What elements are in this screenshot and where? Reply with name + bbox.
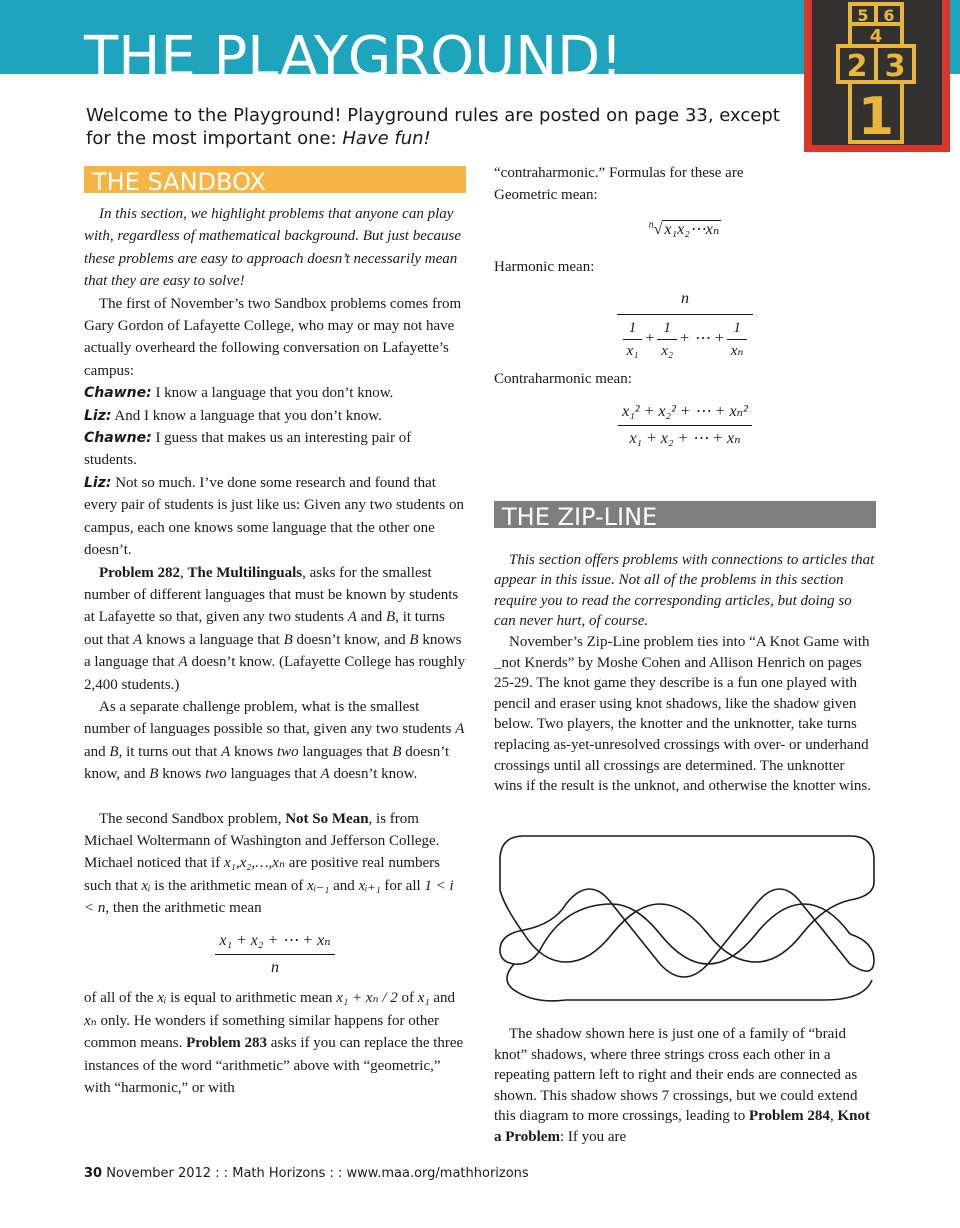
speaker-name: Liz:	[84, 474, 112, 491]
text-run: , it turns out that	[84, 609, 445, 648]
sub-fraction	[657, 319, 677, 360]
text-run: of	[397, 990, 418, 1007]
dialogue-line	[84, 427, 466, 472]
text-run: knows	[230, 743, 277, 760]
fraction	[617, 288, 754, 360]
text-run: and	[429, 990, 455, 1007]
var-b: B	[392, 743, 402, 760]
math-xi-plus-1: xᵢ₊₁	[358, 877, 381, 894]
sandbox-column	[84, 166, 466, 1099]
plus-sign: +	[644, 330, 656, 348]
text-run: asks if you can replace the three instances of the word “arithmetic” above with “geometric,” with “harmonic,” or with	[84, 1035, 464, 1097]
sub-num: 1	[657, 319, 677, 340]
text-run: , then the arithmetic mean	[105, 900, 262, 917]
fraction-denominator: n	[271, 959, 279, 976]
text-run: languages that	[298, 743, 393, 760]
text-run: The shadow shown here is just one of a family of “braid knot” shadows, where three strings cross each other in a repeating pattern left to right and their ends are connected as shown. This shadow shows 7 crossings, but we could extend this diagram to more crossings, leading to	[494, 1026, 858, 1125]
harmonic-mean-label: Harmonic mean:	[494, 258, 595, 275]
speaker-name: Liz:	[84, 407, 112, 424]
dialogue-line	[84, 405, 466, 427]
dialogue-text: I guess that makes us an interesting pair of students.	[84, 430, 412, 469]
fraction-numerator: n	[617, 288, 754, 315]
spacer	[494, 459, 876, 501]
math-sequence: x₁,x₂,…,xₙ	[223, 855, 286, 872]
sub-den: xₙ	[730, 343, 744, 360]
dialogue-line	[84, 472, 466, 562]
problem-282-label: Problem 282	[99, 564, 180, 581]
text-run: As a separate challenge problem, what is the smallest number of languages possible so that, given any two students	[84, 698, 456, 738]
problem-282-name: The Multilinguals	[187, 564, 303, 581]
text-run: doesn’t know, and	[292, 631, 410, 648]
text-run: doesn’t know.	[329, 766, 418, 783]
var-b: B	[409, 631, 419, 648]
text-run: only. He wonders if something similar happens for other common means.	[84, 1012, 440, 1052]
zipline-column-bottom	[494, 1024, 876, 1148]
hop-number-2: 2	[846, 49, 868, 84]
text-run: knows	[158, 766, 206, 783]
not-so-mean-paragraph	[84, 808, 466, 920]
fraction-denominator: x₁ + x₂ + ⋯ + xₙ	[629, 430, 741, 448]
braid-knot-shadow	[494, 830, 878, 1006]
zipline-intro: This section offers problems with connections to articles that appear in this issue. Not all of the problems in this section require you to read the corresponding articles, but doing so can never hurt, of course.	[494, 551, 875, 630]
hop-number-3: 3	[884, 49, 906, 84]
contraharmonic-mean-formula	[494, 401, 876, 451]
hop-number-5: 5	[857, 6, 869, 25]
fraction	[618, 401, 752, 451]
geometric-mean-label: Geometric mean:	[494, 187, 598, 204]
text-run: are positive real numbers such that	[84, 855, 440, 894]
contraharmonic-continuation: “contraharmonic.” Formulas for these are	[494, 165, 744, 181]
sandbox-heading: THE SANDBOX	[84, 166, 466, 193]
sub-num: 1	[727, 319, 748, 340]
knot-strand-down	[500, 904, 850, 964]
text-run: and	[84, 743, 110, 760]
zipline-paragraph-2	[494, 1024, 876, 1148]
intro-main: Welcome to the Playground! Playground rules are posted on page 33, except for the most important one:	[86, 105, 780, 149]
dialogue-line	[84, 382, 466, 404]
knot-bottom-loop	[507, 964, 872, 1001]
hopscotch-image	[812, 0, 942, 145]
plus-dots: + ⋯ +	[679, 330, 725, 348]
text-run: is equal to arithmetic mean	[166, 990, 337, 1007]
math-xn: xₙ	[84, 1012, 97, 1029]
problem-name-not-so-mean: Not So Mean	[285, 810, 369, 827]
fraction	[215, 930, 334, 980]
page-title: THE PLAYGROUND!	[84, 25, 623, 90]
zipline-paragraph-1: November’s Zip-Line problem ties into “A Knot Game with _not Knerds” by Moshe Cohen and Allison Henrich on pages 25-29. The knot game they describe is a fun one played with pencil and eraser using knot shadows, like the shadow given below. Two players, the knotter and the unknotter, take turns replacing as-yet-unresolved crossings with over- or underhand crossings until all crossings are determined. The unknotter wins if the result is the unknot, and otherwise the knotter wins.	[494, 633, 872, 795]
math-xi: xᵢ	[141, 877, 151, 894]
separator: ,	[829, 1108, 838, 1125]
var-a: A	[133, 631, 143, 648]
math-x1: x₁	[417, 990, 430, 1007]
text-run: and	[356, 609, 387, 626]
text-run: , is from Michael Woltermann of Washington and Jefferson College. Michael noticed that if	[84, 810, 440, 872]
text-run: for all	[380, 877, 425, 894]
hop-number-4: 4	[869, 26, 883, 47]
separator: ,	[179, 564, 188, 581]
text-run: : If you are	[559, 1128, 627, 1145]
var-b: B	[109, 743, 119, 760]
var-b: B	[283, 631, 293, 648]
dialogue-text: Not so much. I’ve done some research and found that every pair of students is just like us: Given any two students on campus, each one knows some language that the other one doesn’t.	[84, 474, 464, 559]
knot-strand-up	[500, 889, 874, 977]
text-run: and	[329, 877, 359, 894]
challenge-paragraph	[84, 696, 466, 786]
text-run: knows a language that	[142, 631, 284, 648]
sub-den: x₂	[661, 343, 674, 360]
sandbox-paragraph-1: The first of November’s two Sandbox problems comes from Gary Gordon of Lafayette College, who may or may not have actually overheard the following conversation on Lafayette’s campus:	[84, 295, 462, 379]
var-a: A	[347, 609, 357, 626]
problem-284-name: Knot a Problem	[494, 1108, 870, 1145]
zipline-heading: THE ZIP-LINE	[494, 501, 876, 528]
arithmetic-mean-formula	[84, 930, 466, 980]
contraharmonic-mean-label: Contraharmonic mean:	[494, 371, 632, 388]
math-mean-inline: x₁ + xₙ / 2	[336, 990, 398, 1007]
problem-284-label: Problem 284	[748, 1108, 830, 1125]
intro-emphasis: Have fun!	[342, 128, 431, 149]
speaker-name: Chawne:	[84, 430, 152, 447]
harmonic-mean-formula	[494, 288, 876, 360]
footer-text: November 2012 : : Math Horizons : : www.maa.org/mathhorizons	[106, 1166, 529, 1181]
text-run: is the arithmetic mean of	[150, 877, 308, 894]
text-run: doesn’t know, and	[84, 743, 450, 783]
text-run: of all of the	[84, 990, 158, 1007]
sandbox-intro: In this section, we highlight problems that anyone can play with, regardless of mathematical background. But just because these problems are easy to approach doesn’t necessarily mean that they are easy to solve!	[84, 206, 462, 290]
text-run: languages that	[226, 766, 321, 783]
right-column	[494, 162, 876, 797]
speaker-name: Chawne:	[84, 385, 152, 402]
math-range: 1 < i < n	[84, 877, 454, 917]
page-footer	[84, 1166, 529, 1181]
emphasis-two: two	[205, 766, 227, 783]
sub-fraction	[623, 319, 643, 360]
text-run: The second Sandbox problem,	[99, 810, 286, 827]
text-run: doesn’t know. (Lafayette College has roughly 2,400 students.)	[84, 654, 466, 693]
sub-num: 1	[623, 319, 643, 340]
hopscotch-photo	[804, 0, 950, 152]
arithmetic-mean-paragraph	[84, 987, 466, 1099]
var-a: A	[178, 654, 188, 671]
radical: $^n$√ x₁x₂⋯xₙ	[648, 219, 720, 239]
text-run: , it turns out that	[118, 743, 222, 760]
root-index: n	[648, 219, 654, 231]
var-b: B	[386, 609, 396, 626]
radicand: x₁x₂⋯xₙ	[664, 221, 720, 239]
dialogue-text: And I know a language that you don’t know.	[111, 407, 382, 424]
spacer	[84, 786, 466, 808]
hop-number-6: 6	[883, 6, 895, 25]
geometric-mean-formula	[494, 215, 876, 242]
spacer	[494, 528, 876, 550]
emphasis-two: two	[276, 743, 299, 760]
text-run: knows a language that	[84, 631, 462, 671]
text-run: , asks for the smallest number of different languages that must be known by students at Lafayette so that, given any two students	[84, 564, 459, 626]
var-b: B	[149, 766, 159, 783]
var-a: A	[320, 766, 330, 783]
problem-283-label: Problem 283	[186, 1035, 268, 1052]
problem-282-paragraph	[84, 562, 466, 696]
math-xi-minus-1: xᵢ₋₁	[307, 877, 330, 894]
sub-den: x₁	[626, 343, 639, 360]
page-number: 30	[84, 1166, 103, 1181]
fraction-denominator	[617, 315, 754, 360]
hop-number-1: 1	[857, 87, 895, 145]
dialogue-text: I know a language that you don’t know.	[151, 385, 394, 402]
var-a: A	[455, 721, 465, 738]
sub-fraction	[727, 319, 748, 360]
math-xi: xᵢ	[157, 990, 167, 1007]
fraction-numerator: x₁² + x₂² + ⋯ + xₙ²	[618, 401, 752, 426]
fraction-numerator: x₁ + x₂ + ⋯ + xₙ	[215, 930, 334, 955]
var-a: A	[221, 743, 231, 760]
knot-top-loop	[500, 836, 874, 962]
intro-text	[86, 104, 786, 150]
